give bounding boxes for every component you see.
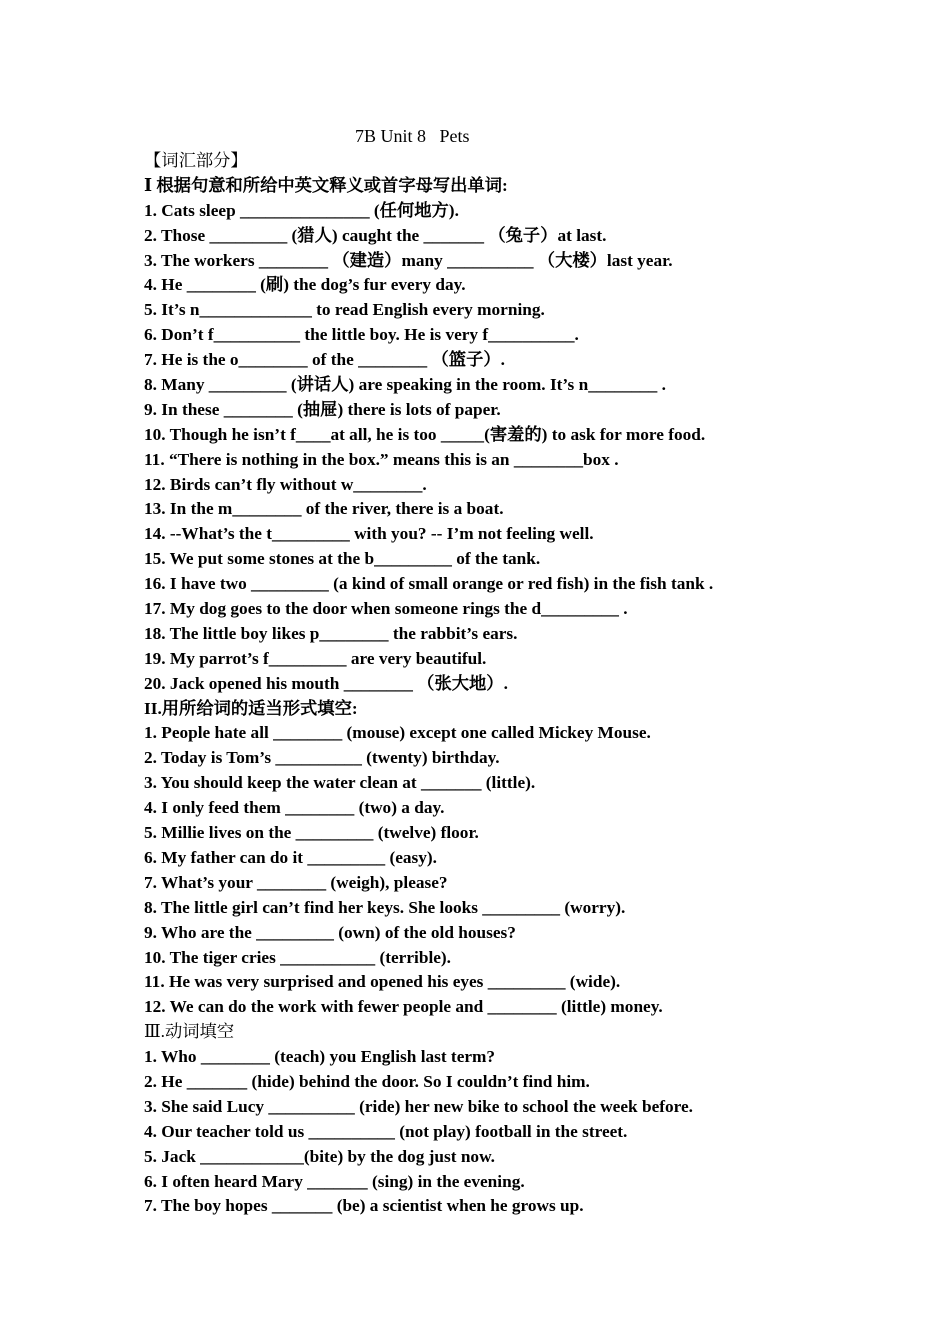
exercise-item: 9. Who are the _________ (own) of the old houses? [144,922,516,942]
exercise-item: 9. In these ________ (抽屉) there is lots of paper. [144,399,501,419]
exercise-item: 5. Millie lives on the _________ (twelve) floor. [144,823,479,843]
exercise-item: 11. “There is nothing in the box.” means this is an ________box . [144,449,619,469]
section-3-list [144,1045,904,1219]
exercise-item: 1. People hate all ________ (mouse) except one called Mickey Mouse. [144,723,651,743]
exercise-item: 10. Though he isn’t f____at all, he is too _____(害羞的) to ask for more food. [144,424,706,444]
exercise-item: 4. I only feed them ________ (two) a day. [144,798,445,818]
exercise-item: 7. What’s your ________ (weigh), please? [144,872,448,892]
exercise-item: 7. The boy hopes _______ (be) a scientist when he grows up. [144,1196,584,1216]
exercise-item: 20. Jack opened his mouth ________ （张大地）. [144,673,508,693]
exercise-item: 18. The little boy likes p________ the rabbit’s ears. [144,623,518,643]
vocab-header: 【词汇部分】 [144,151,248,170]
exercise-item: 2. Those _________ (猎人) caught the _______ （兔子）at last. [144,225,607,245]
exercise-item: 19. My parrot’s f_________ are very beautiful. [144,648,487,668]
exercise-item: 15. We put some stones at the b_________ of the tank. [144,549,541,569]
exercise-item: 12. Birds can’t fly without w________. [144,474,427,494]
exercise-item: 2. Today is Tom’s __________ (twenty) birthday. [144,748,500,768]
exercise-item: 4. He ________ (刷) the dog’s fur every day. [144,275,466,295]
exercise-item: 8. Many _________ (讲话人) are speaking in the room. It’s n________ . [144,375,666,395]
exercise-item: 10. The tiger cries ___________ (terrible). [144,947,451,967]
section-1-list [144,199,904,697]
exercise-item: 6. I often heard Mary _______ (sing) in the evening. [144,1171,525,1191]
exercise-item: 1. Cats sleep _______________ (任何地方). [144,200,459,220]
section-2-list [144,721,904,1020]
section-1-heading: Ⅰ 根据句意和所给中英文释义或首字母写出单词: [144,175,508,195]
exercise-item: 5. It’s n_____________ to read English every morning. [144,300,545,320]
exercise-item: 1. Who ________ (teach) you English last term? [144,1047,496,1067]
exercise-item: 4. Our teacher told us __________ (not play) football in the street. [144,1121,628,1141]
exercise-item: 13. In the m________ of the river, there is a boat. [144,499,504,519]
worksheet-content [144,149,904,1219]
exercise-item: 3. She said Lucy __________ (ride) her new bike to school the week before. [144,1096,693,1116]
exercise-item: 6. Don’t f__________ the little boy. He is very f__________. [144,325,579,345]
exercise-item: 12. We can do the work with fewer people and ________ (little) money. [144,997,663,1017]
exercise-item: 17. My dog goes to the door when someone rings the d_________ . [144,599,628,619]
exercise-item: 5. Jack ____________(bite) by the dog just now. [144,1146,495,1166]
exercise-item: 6. My father can do it _________ (easy). [144,847,437,867]
exercise-item: 7. He is the o________ of the ________ （篮子）. [144,350,505,370]
exercise-item: 8. The little girl can’t find her keys. She looks _________ (worry). [144,897,626,917]
exercise-item: 3. You should keep the water clean at _______ (little). [144,773,536,793]
section-2-heading: II.用所给词的适当形式填空: [144,698,358,718]
page-title: 7B Unit 8 Pets [355,126,470,146]
exercise-item: 11. He was very surprised and opened his eyes _________ (wide). [144,972,621,992]
exercise-item: 3. The workers ________ （建造）many __________ （大楼）last year. [144,250,673,270]
exercise-item: 16. I have two _________ (a kind of small orange or red fish) in the fish tank . [144,574,714,594]
section-3-heading: Ⅲ.动词填空 [144,1022,235,1042]
exercise-item: 2. He _______ (hide) behind the door. So I couldn’t find him. [144,1071,590,1091]
exercise-item: 14. --What’s the t_________ with you? -- I’m not feeling well. [144,524,594,544]
